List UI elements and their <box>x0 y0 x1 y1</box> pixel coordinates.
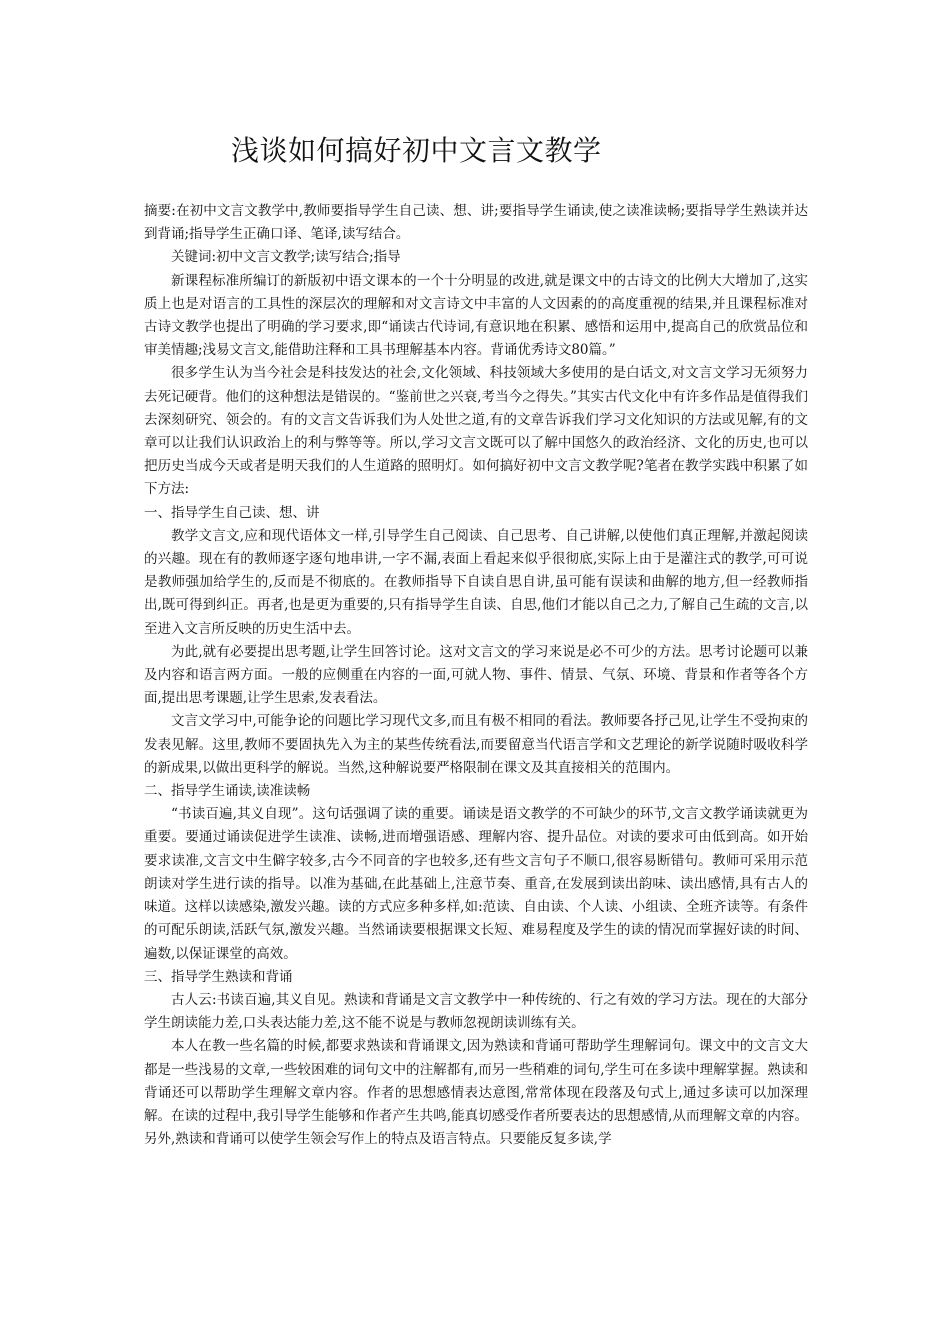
section-heading-1: 一、指导学生自己读、想、讲 <box>144 504 320 521</box>
keywords-paragraph: 关键词:初中文言文教学;读写结合;指导 <box>171 249 401 266</box>
section-3-paragraph-2: 本人在教一些名篇的时候,都要求熟读和背诵课文,因为熟读和背诵可帮助学生理解词句。课文中的文言文大都是一些浅易的文章,一些较困难的词句文中的注解都有,而另一些稍难的词句,学生可在多读中理解掌握。熟读和背诵还可以帮助学生理解文章内容。作者的思想感情表达意图,常常体现在段落及句式上,通过多读可以加深理解。在读的过程中,我引导学生能够和作者产生共鸣,能真切感受作者所要表达的思想感情,从而理解文章的内容。另外,熟读和背诵可以使学生领会写作上的特点及语言特点。只要能反复多读,学 <box>144 1038 808 1148</box>
document-body <box>144 200 808 1151</box>
section-heading-2: 二、指导学生诵读,读准读畅 <box>144 783 311 800</box>
section-1-paragraph-2: 为此,就有必要提出思考题,让学生回答讨论。这对文言文的学习来说是必不可少的方法。思考讨论题可以兼及内容和语言两方面。一般的应侧重在内容的一面,可就人物、事件、情景、气氛、环境、背景和作者等各个方面,提出思考课题,让学生思索,发表看法。 <box>144 643 808 707</box>
intro-paragraph-2: 很多学生认为当今社会是科技发达的社会,文化领域、科技领域大多使用的是白话文,对文言文学习无须努力去死记硬背。他们的这种想法是错误的。“鉴前世之兴衰,考当今之得失。”其实古代文化中有许多作品是值得我们去深刻研究、领会的。有的文言文告诉我们为人处世之道,有的文章告诉我们学习文化知识的方法或见解,有的文章可以让我们认识政治上的利与弊等等。所以,学习文言文既可以了解中国悠久的政治经济、文化的历史,也可以把历史当成今天或者是明天我们的人生道路的照明灯。如何搞好初中文言文教学呢?笔者在教学实践中积累了如下方法: <box>144 365 808 498</box>
intro-paragraph-1: 新课程标准所编订的新版初中语文课本的一个十分明显的改进,就是课文中的古诗文的比例大大增加了,这实质上也是对语言的工具性的深层次的理解和对文言诗文中丰富的人文因素的的高度重视的结果,并且课程标准对古诗文教学也提出了明确的学习要求,即“诵读古代诗词,有意识地在积累、感悟和运用中,提高自己的欣赏品位和审美情趣;浅易文言文,能借助注释和工具书理解基本内容。背诵优秀诗文80篇。” <box>144 272 808 359</box>
abstract-paragraph: 摘要:在初中文言文教学中,教师要指导学生自己读、想、讲;要指导学生诵读,使之读准读畅;要指导学生熟读并达到背诵;指导学生正确口译、笔译,读写结合。 <box>144 203 808 243</box>
document-title: 浅谈如何搞好初中文言文教学 <box>231 134 602 167</box>
section-2-paragraph-1: “书读百遍,其义自现”。这句话强调了读的重要。诵读是语文教学的不可缺少的环节,文言文教学诵读就更为重要。要通过诵读促进学生读准、读畅,进而增强语感、理解内容、提升品位。对读的要求可由低到高。如开始要求读准,文言文中生僻字较多,古今不同音的字也较多,还有些文言句子不顺口,很容易断错句。教师可采用示范朗读对学生进行读的指导。以准为基础,在此基础上,注意节奏、重音,在发展到读出韵味、读出感情,具有古人的味道。这样以读感染,激发兴趣。读的方式应多种多样,如:范读、自由读、个人读、小组读、全班齐读等。有条件的可配乐朗读,活跃气氛,激发兴趣。当然诵读要根据课文长短、难易程度及学生的读的情况而掌握好读的时间、遍数,以保证课堂的高效。 <box>144 806 808 962</box>
section-1-paragraph-3: 文言文学习中,可能争论的问题比学习现代文多,而且有极不相同的看法。教师要各抒己见,让学生不受拘束的发表见解。这里,教师不要固执先入为主的某些传统看法,而要留意当代语言学和文艺理论的新学说随时吸收科学的新成果,以做出更科学的解说。当然,这种解说要严格限制在课文及其直接相关的范围内。 <box>144 713 808 776</box>
section-heading-3: 三、指导学生熟读和背诵 <box>144 968 293 985</box>
section-1-paragraph-1: 教学文言文,应和现代语体文一样,引导学生自己阅读、自己思考、自己讲解,以使他们真正理解,并激起阅读的兴趣。现在有的教师逐字逐句地串讲,一字不漏,表面上看起来似乎很彻底,实际上由于是灌注式的教学,可可说是教师强加给学生的,反而是不彻底的。在教师指导下自读自思自讲,虽可能有误读和曲解的地方,但一经教师指出,既可得到纠正。再者,也是更为重要的,只有指导学生自读、自思,他们才能以自己之力,了解自己生疏的文言,以至进入文言所反映的历史生活中去。 <box>144 527 808 637</box>
section-3-paragraph-1: 古人云:书读百遍,其义自见。熟读和背诵是文言文教学中一种传统的、行之有效的学习方法。现在的大部分学生朗读能力差,口头表达能力差,这不能不说是与教师忽视朗读训练有关。 <box>144 991 808 1032</box>
